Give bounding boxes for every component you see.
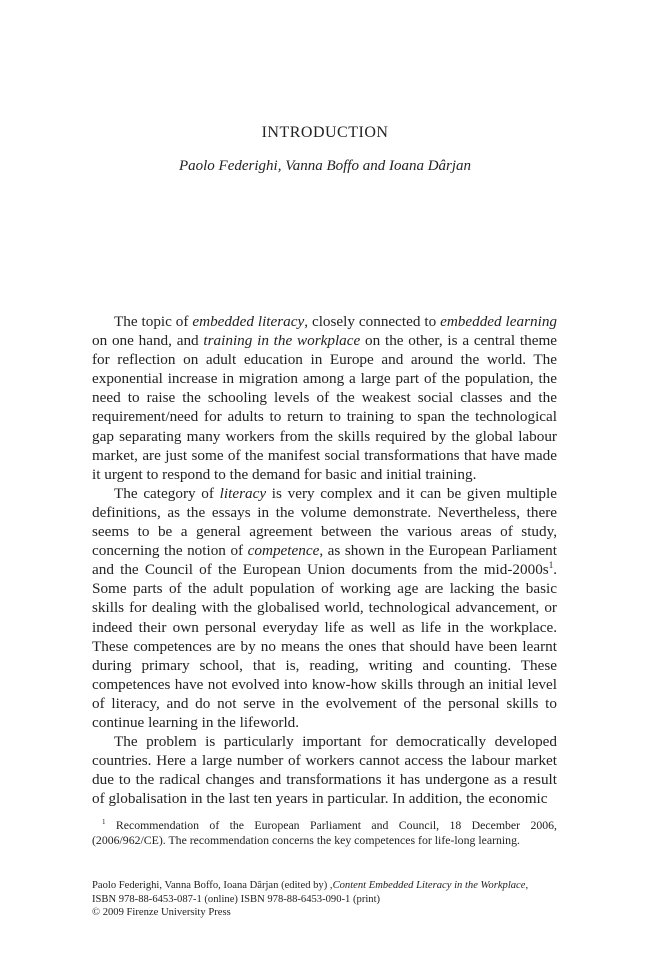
book-title: Content Embedded Literacy in the Workplace — [332, 880, 526, 891]
footnote — [92, 818, 557, 848]
emphasis: training in the workplace — [203, 332, 361, 350]
text-run: , as shown in the European Parliament and the Council of the European Union documents from the mid-2000s — [92, 542, 557, 579]
imprint-citation — [92, 879, 562, 893]
text-run: The topic of — [114, 313, 193, 330]
emphasis: literacy — [219, 484, 267, 502]
page-title: INTRODUCTION — [261, 124, 389, 141]
text-run: on one hand, and — [92, 332, 204, 350]
footnote-marker: 1 — [102, 818, 106, 827]
text-run: on the other, is a central theme for reflection on adult education in Europe and around the world. The exponential increase in migration among a large part of the population, the need to raise the schooling levels of the weakest social classes and the requirement/need for adults to return to training to span the technological gap separating many workers from the skills required by the global labour market, are just some of the manifest social transformations that have made it urgent to respond to the demand for basic and initial training. — [92, 332, 557, 483]
paragraph-2 — [92, 484, 557, 732]
emphasis: competence — [247, 542, 320, 560]
text-run: The problem is particularly important for democratically developed countries. Here a large number of workers cannot access the labour market due to the radical changes and transformations it has undergone as a result of globalisation in the last ten years in particular. In addition, the economic — [92, 733, 557, 808]
author-line: Paolo Federighi, Vanna Boffo and Ioana Dârjan — [178, 158, 472, 174]
footnote-body: Recommendation of the European Parliament and Council, 18 December 2006, (2006/962/CE). The recommendation concerns the key competences for life-long learning. — [92, 818, 557, 847]
body-text — [92, 312, 557, 808]
imprint-copyright: © 2009 Firenze University Press — [92, 907, 231, 918]
text-run: Paolo Federighi, Vanna Boffo, Ioana Dârjan (edited by) , — [92, 880, 333, 891]
footnote-reference[interactable]: 1 — [548, 560, 554, 571]
text-run: , — [525, 880, 529, 891]
paragraph-3 — [92, 732, 557, 808]
text-run: , closely connected to — [304, 313, 441, 330]
imprint-isbn: ISBN 978-88-6453-087-1 (online) ISBN 978-88-6453-090-1 (print) — [92, 893, 381, 905]
text-run: The category of — [114, 484, 220, 502]
paragraph-1 — [92, 312, 557, 484]
emphasis: embedded learning — [440, 313, 558, 330]
text-run: is very complex and it can be given multiple definitions, as the essays in the volume demonstrate. Nevertheless, there seems to be a general agreement between the various areas of study, concerning the notion of — [92, 484, 557, 560]
footnote-text — [92, 818, 557, 848]
imprint — [92, 879, 562, 920]
text-run: . Some parts of the adult population of working age are lacking the basic skills for dealing with the globalised world, technological advancement, or indeed their own personal everyday life as well as life in the workplace. These competences are by no means the ones that should have been learnt during primary school, that is, reading, writing and counting. These competences have not evolved into know-how skills through an initial level of literacy, and do not serve in the evolvement of the personal skills to continue learning in the lifeworld. — [92, 561, 557, 731]
emphasis: embedded literacy — [192, 313, 305, 330]
